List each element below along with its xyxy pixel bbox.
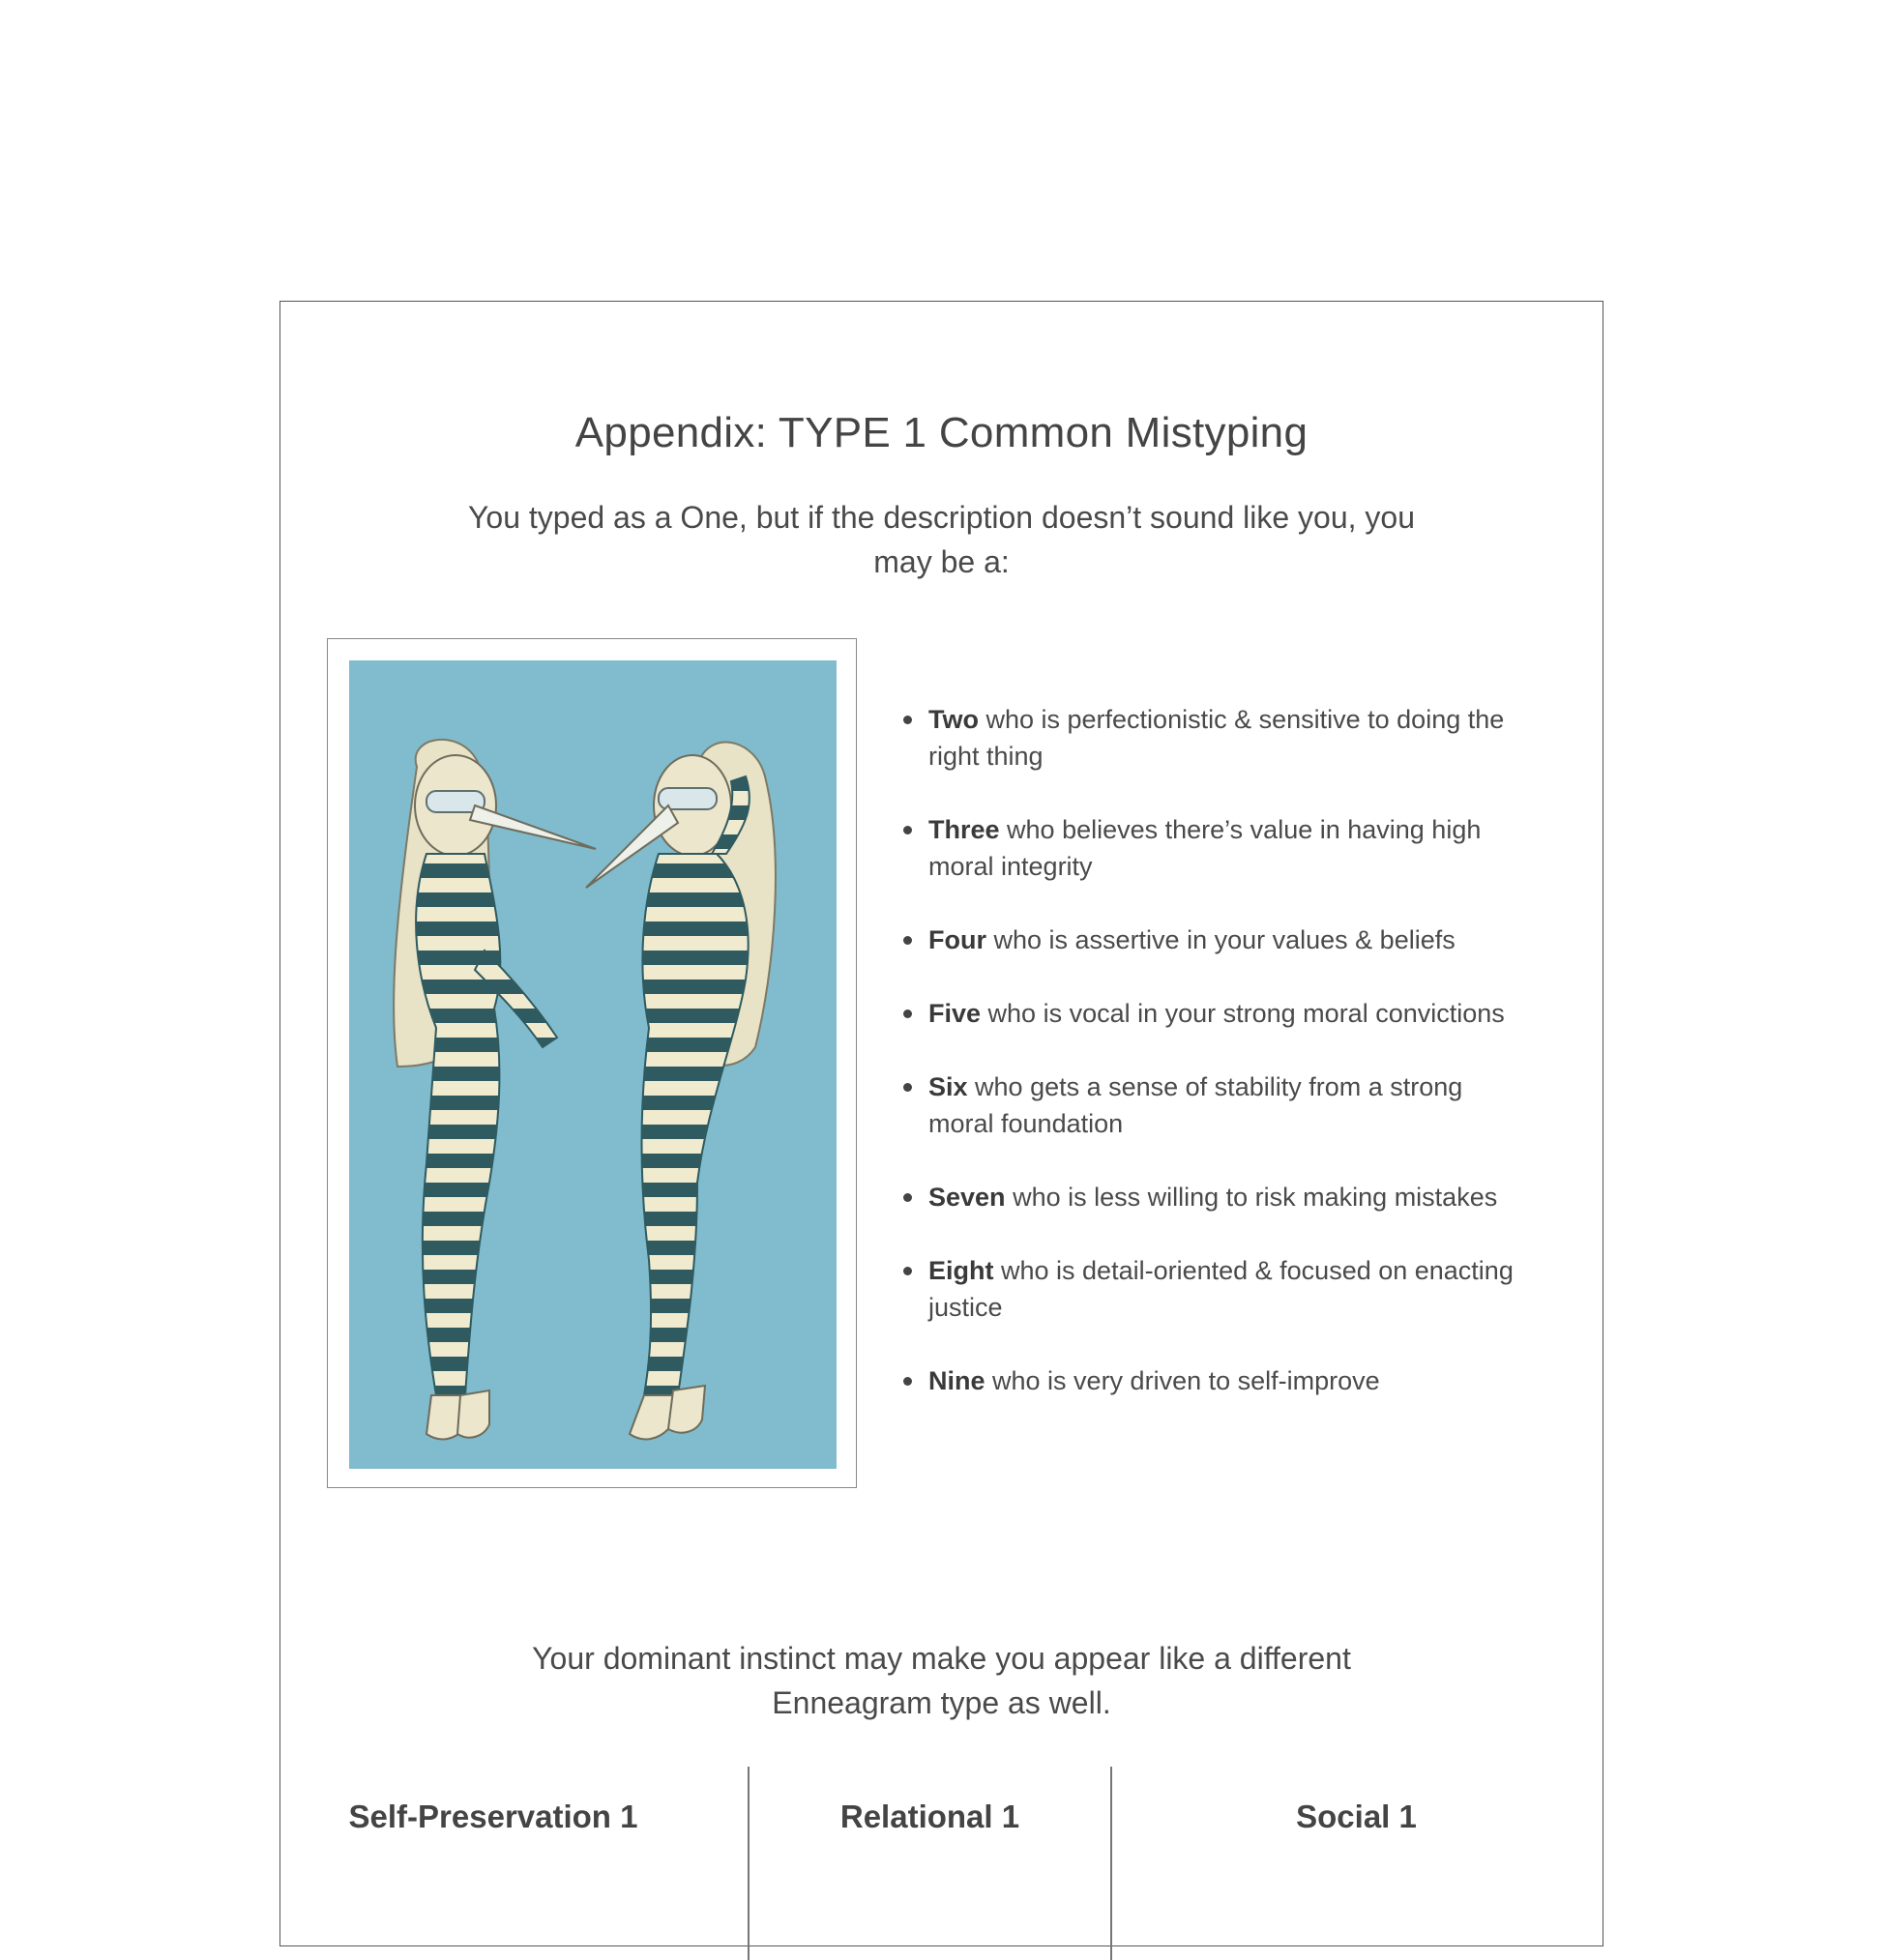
mistyping-description: who is detail-oriented & focused on enacting justice (928, 1256, 1514, 1322)
mistyping-type: Four (928, 925, 986, 954)
mistyping-description: who is very driven to self-improve (985, 1366, 1380, 1395)
mistyping-description: who believes there’s value in having high moral integrity (928, 815, 1482, 881)
instinct-heading-social: Social 1 (1296, 1799, 1417, 1834)
mistyping-type: Five (928, 999, 982, 1028)
column-divider (1110, 1767, 1112, 1960)
mistyping-type: Six (928, 1072, 968, 1101)
left-figure (394, 740, 596, 1440)
mistyping-item (899, 1252, 1518, 1326)
page-title: Appendix: TYPE 1 Common Mistyping (574, 409, 1309, 456)
mistyping-type: Seven (928, 1183, 1006, 1212)
two-striped-figures-illustration (349, 660, 837, 1469)
mistyping-item (899, 921, 1518, 958)
illustration (349, 660, 837, 1469)
mistyping-item (899, 811, 1518, 885)
right-figure (586, 743, 776, 1440)
page-frame (279, 301, 1603, 1946)
mistyping-list (899, 701, 1518, 1436)
bullet-icon (903, 1009, 912, 1018)
mistyping-type: Eight (928, 1256, 994, 1285)
bullet-icon (903, 1083, 912, 1092)
mistyping-description: who is vocal in your strong moral convictions (981, 999, 1505, 1028)
mistyping-type: Nine (928, 1366, 985, 1395)
mistyping-description: who is perfectionistic & sensitive to doing the right thing (928, 705, 1505, 771)
bullet-icon (903, 1267, 912, 1275)
mistyping-item (899, 995, 1518, 1032)
mistyping-item (899, 1362, 1518, 1399)
bullet-icon (903, 1377, 912, 1386)
bullet-icon (903, 826, 912, 834)
mistyping-description: who gets a sense of stability from a strong moral foundation (928, 1072, 1463, 1138)
instinct-heading-self-preservation: Self-Preservation 1 (348, 1799, 638, 1834)
instinct-heading-relational: Relational 1 (839, 1799, 1020, 1834)
instinct-text: Your dominant instinct may make you appear like a different Enneagram type as well. (532, 1641, 1351, 1720)
bullet-icon (903, 936, 912, 945)
mistyping-item (899, 701, 1518, 775)
mistyping-item (899, 1068, 1518, 1142)
mistyping-description: who is assertive in your values & beliefs (986, 925, 1456, 954)
illustration-frame (327, 638, 857, 1488)
mistyping-type: Two (928, 705, 979, 734)
bullet-icon (903, 716, 912, 724)
mistyping-description: who is less willing to risk making mistakes (1005, 1183, 1498, 1212)
bullet-icon (903, 1193, 912, 1202)
column-divider (748, 1767, 750, 1960)
mistyping-type: Three (928, 815, 1000, 844)
page-subtitle: You typed as a One, but if the description doesn’t sound like you, you may be a: (467, 500, 1415, 579)
mistyping-item (899, 1179, 1518, 1215)
